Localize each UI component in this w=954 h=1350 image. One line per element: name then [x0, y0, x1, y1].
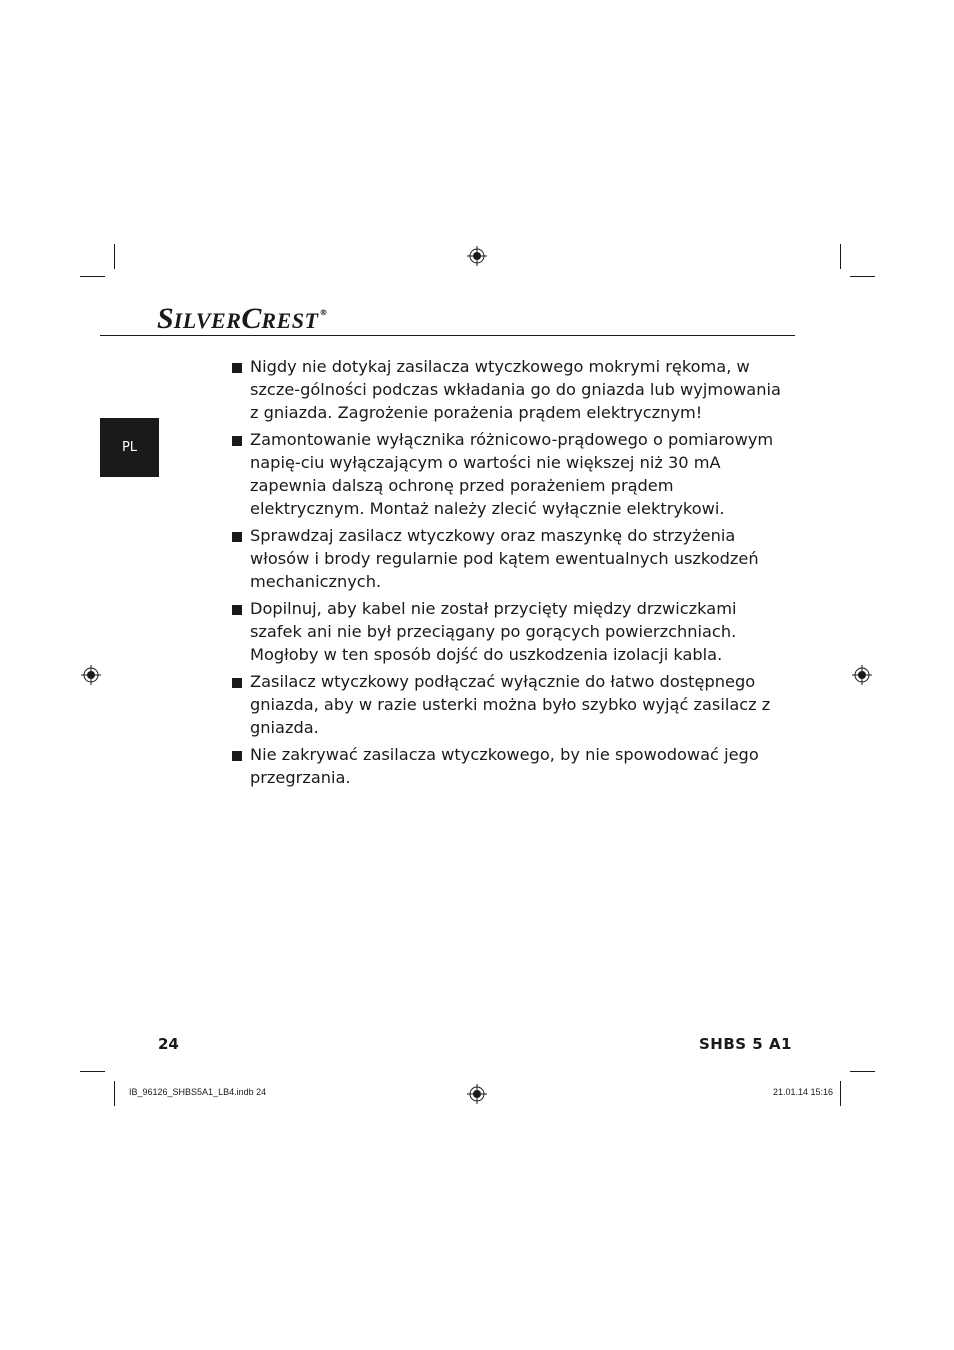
list-item: Dopilnuj, aby kabel nie został przycięty między drzwiczkami szafek ani nie był przeciągany po gorących powierzchniach. Mogłoby w ten sposób dojść do uszkodzenia izolacji kabla. [230, 597, 790, 666]
crop-mark [114, 244, 115, 269]
registration-mark-icon [467, 246, 487, 266]
list-item: Zamontowanie wyłącznika różnicowo-prądowego o pomiarowym napię-ciu wyłączającym o wartości nie większej niż 30 mA zapewnia dalszą ochronę przed porażeniem prądem elektrycznym. Montaż należy zlecić wyłącznie elektrykowi. [230, 428, 790, 520]
language-tab-label: PL [121, 440, 138, 455]
square-bullet-icon [232, 751, 242, 761]
list-item: Nigdy nie dotykaj zasilacza wtyczkowego mokrymi rękoma, w szcze-gólności podczas wkładania go do gniazda lub wyjmowania z gniazda. Zagrożenie porażenia prądem elektrycznym! [230, 355, 790, 424]
list-item: Nie zakrywać zasilacza wtyczkowego, by nie spowodować jego przegrzania. [230, 743, 790, 789]
crop-mark [850, 1071, 875, 1072]
crop-mark [850, 276, 875, 277]
list-item: Sprawdzaj zasilacz wtyczkowy oraz maszynkę do strzyżenia włosów i brody regularnie pod kątem ewentualnych uszkodzeń mechanicznych. [230, 524, 790, 593]
page-number: 24 [158, 1035, 179, 1053]
brand-logo: SILVERCREST® [157, 302, 328, 335]
header-rule [100, 335, 795, 336]
print-file-info: IB_96126_SHBS5A1_LB4.indb 24 [129, 1087, 267, 1097]
crop-mark [80, 276, 105, 277]
square-bullet-icon [232, 605, 242, 615]
crop-mark [114, 1081, 115, 1106]
model-name: SHBS 5 A1 [698, 1035, 792, 1053]
square-bullet-icon [232, 678, 242, 688]
print-date-info: 21.01.14 15:16 [772, 1087, 833, 1097]
crop-mark [840, 244, 841, 269]
safety-instructions [230, 355, 790, 793]
square-bullet-icon [232, 363, 242, 373]
language-tab [100, 418, 159, 477]
registration-mark-icon [852, 665, 872, 685]
list-item: Zasilacz wtyczkowy podłączać wyłącznie do łatwo dostępnego gniazda, aby w razie usterki można było szybko wyjąć zasilacz z gniazda. [230, 670, 790, 739]
crop-mark [840, 1081, 841, 1106]
registration-mark-icon [467, 1084, 487, 1104]
registration-mark-icon [81, 665, 101, 685]
square-bullet-icon [232, 436, 242, 446]
square-bullet-icon [232, 532, 242, 542]
crop-mark [80, 1071, 105, 1072]
